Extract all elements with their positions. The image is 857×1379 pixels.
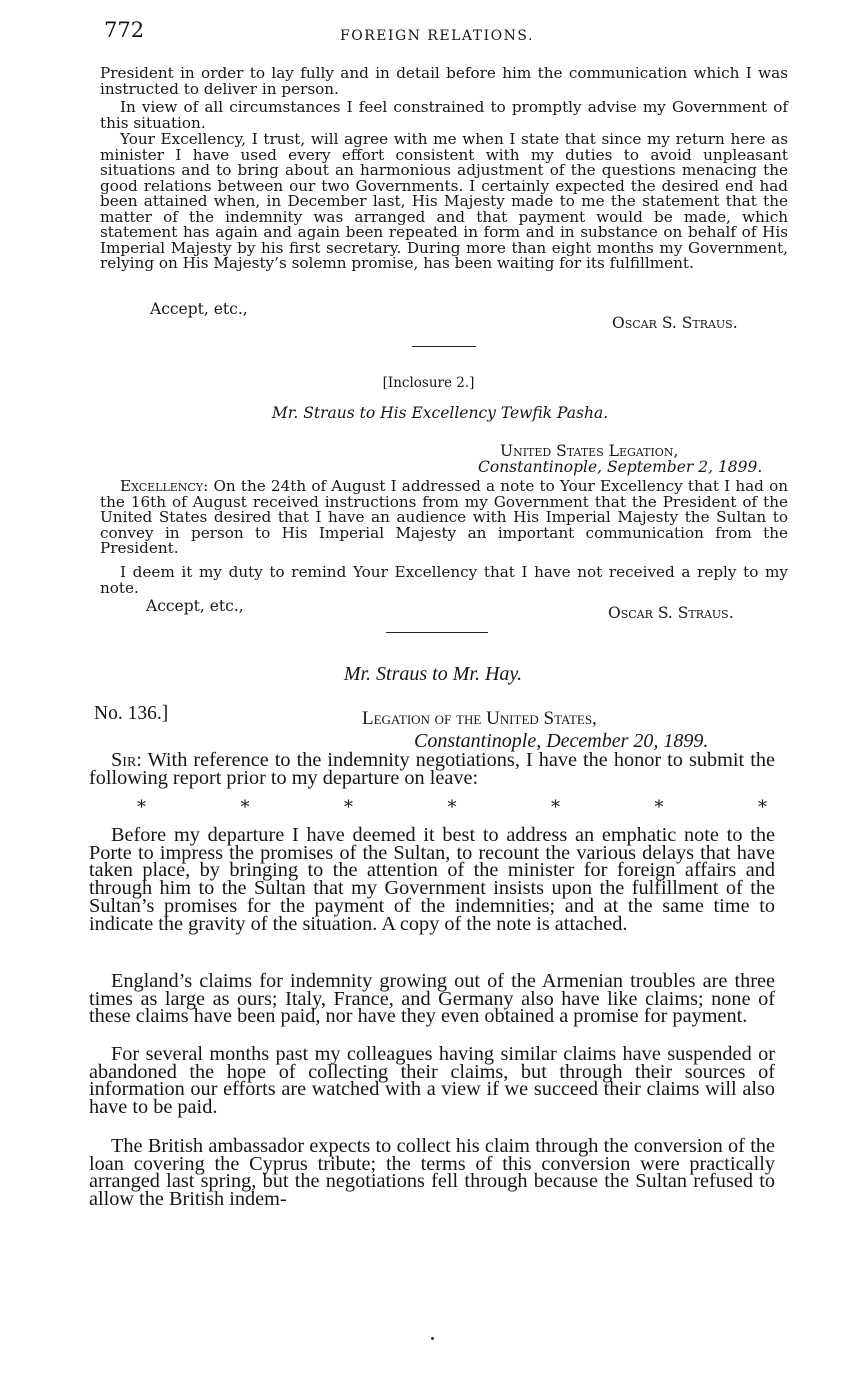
salutation: Sir:	[111, 749, 142, 771]
dispatch-paragraph-2: Before my departure I have deemed it best to address an emphatic note to the Porte to impress the promises of the Sultan, to recount the various delays that have taken place, by bringing to the attention of the minister for foreign affairs and through him to the Sultan that my Government insists upon the fulfillment of the Sultan’s promises for the payment of the indemnities; and at the same time to indicate the gravity of the situation. A copy of the note is attached.	[89, 824, 775, 935]
star: *	[654, 797, 664, 818]
dispatch-heading: Mr. Straus to Mr. Hay.	[343, 663, 523, 685]
letter1-paragraph-2: In view of all circumstances I feel constrained to promptly advise my Government of this situation.	[100, 98, 788, 132]
dispatch-paragraph-4: For several months past my colleagues having similar claims have suspended or abandoned the hope of collecting their claims, but through their sources of information our efforts are watched with a view if we succeed their claims will also have to be paid.	[89, 1043, 775, 1119]
ellipsis-stars	[137, 797, 767, 818]
inclosure-place: United States Legation,	[500, 442, 679, 460]
inclosure-closing: Accept, etc.,	[146, 597, 244, 615]
inclosure-paragraph-1-text: On the 24th of August I addressed a note to Your Excellency that I had on the 16th of August received instructions from my Government that the President of the United States desired that I have an audience with His Imperial Majesty the Sultan to convey in person to His Imperial Majesty an important communication from the President.	[100, 477, 789, 557]
letter1-paragraph-1: President in order to lay fully and in detail before him the communication which I was instructed to deliver in person.	[100, 64, 788, 98]
letter1-signature: Oscar S. Straus.	[612, 314, 738, 332]
inclosure-label: [Inclosure 2.]	[382, 375, 475, 391]
dispatch-paragraph-1-text: With reference to the indemnity negotiations, I have the honor to submit the following report prior to my departure on leave:	[89, 749, 775, 789]
dispatch-paragraph-3: England’s claims for indemnity growing out of the Armenian troubles are three times as large as ours; Italy, France, and Germany also have like claims; none of these claims have been paid, nor have they even obtained a promise for payment.	[89, 970, 775, 1028]
inclosure-paragraph-1	[100, 479, 788, 557]
dispatch-paragraph-1	[89, 749, 775, 789]
salutation: Excellency:	[120, 477, 209, 495]
letter1-closing: Accept, etc.,	[150, 300, 248, 318]
star: *	[344, 797, 353, 818]
page-number: 772	[104, 18, 145, 42]
section-divider	[386, 632, 488, 633]
star: *	[551, 797, 560, 818]
section-divider	[412, 346, 476, 347]
inclosure-date: Constantinople, September 2, 1899.	[478, 458, 763, 476]
letter1-paragraph-3: Your Excellency, I trust, will agree with me when I state that since my return here as minister I have used every effort consistent with my duties to avoid unpleasant situations and to bring about an harmonious adjustment of the questions menacing the good relations between our two Governments. I certainly expected the desired end had been attained when, in December last, His Majesty made to me the statement that the matter of the indemnity was arranged and that payment would be made, which statement has again and again been repeated in form and in substance on behalf of His Imperial Majesty by his first secretary. During more than eight months my Government, relying on His Majesty’s solemn promise, has been waiting for its fulfillment.	[100, 130, 788, 272]
inclosure-signature: Oscar S. Straus.	[608, 604, 734, 622]
star: *	[240, 797, 250, 818]
page-speck	[431, 1337, 434, 1340]
dispatch-number: No. 136.]	[94, 703, 169, 724]
dispatch-date: Constantinople, December 20, 1899.	[414, 730, 709, 752]
running-title: FOREIGN RELATIONS.	[340, 28, 534, 44]
dispatch-place: Legation of the United States,	[362, 708, 597, 729]
inclosure-paragraph-2: I deem it my duty to remind Your Excellency that I have not received a reply to my note.	[100, 563, 788, 597]
dispatch-paragraph-5: The British ambassador expects to collect his claim through the conversion of the loan covering the Cyprus tribute; the terms of this conversion were practically arranged last spring, but the negotiations fell through because the Sultan refused to allow the British indem-	[89, 1135, 775, 1211]
star: *	[137, 797, 146, 818]
inclosure-heading: Mr. Straus to His Excellency Tewfik Pasha.	[271, 404, 609, 422]
star: *	[758, 797, 767, 818]
star: *	[447, 797, 457, 818]
